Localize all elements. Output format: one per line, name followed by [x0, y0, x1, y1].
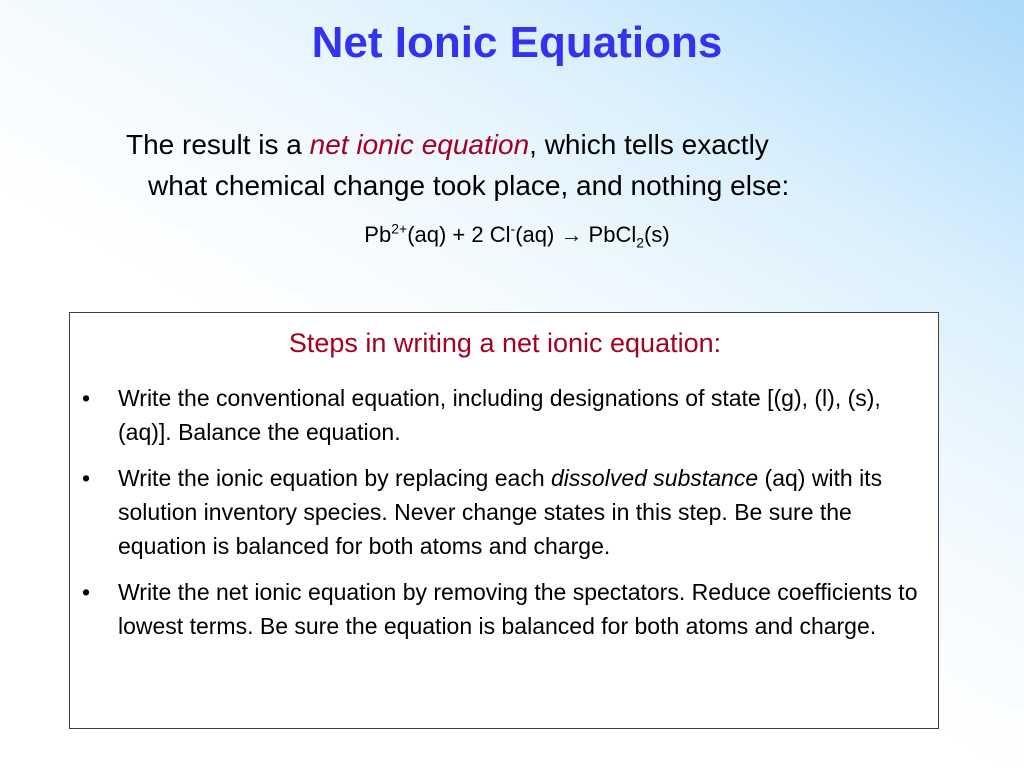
bullet-icon: •	[82, 385, 91, 411]
intro-text-end: , which tells exactly	[529, 129, 769, 160]
equation-chloride-charge: -	[510, 220, 516, 237]
step-1-text: Write the conventional equation, including designations of state [(g), (l), (s), (aq)]. Balance the equation.	[118, 385, 881, 445]
intro-emphasis: net ionic equation	[309, 129, 530, 160]
step-item-1	[70, 381, 920, 449]
intro-line-2: what chemical change took place, and nothing else:	[148, 170, 790, 201]
equation-lead-charge: 2+	[391, 220, 408, 237]
steps-heading: Steps in writing a net ionic equation:	[288, 328, 722, 358]
bullet-icon: •	[82, 579, 91, 605]
equation-chloride-state: (aq)	[515, 222, 561, 247]
equation-product: PbCl	[582, 222, 637, 247]
equation-product-state: (s)	[644, 222, 670, 247]
step-item-3	[70, 575, 920, 643]
intro-paragraph	[126, 124, 946, 206]
step-item-2	[70, 461, 920, 563]
step-2-emphasis: dissolved substance	[551, 465, 759, 491]
step-2-text-before: Write the ionic equation by replacing each	[118, 465, 552, 491]
intro-text-start: The result is a	[126, 129, 310, 160]
bullet-icon: •	[82, 465, 91, 491]
steps-list	[70, 381, 920, 655]
step-3-text: Write the net ionic equation by removing the spectators. Reduce coefficients to lowest terms. Be sure the equation is balanced for both atoms and charge.	[118, 579, 918, 639]
steps-box	[69, 312, 939, 729]
slide-title: Net Ionic Equations	[311, 18, 723, 67]
chemical-equation	[0, 220, 1024, 251]
equation-lead: Pb	[364, 222, 392, 247]
equation-product-subscript: 2	[636, 234, 645, 251]
equation-reactants: (aq) + 2 Cl	[407, 222, 511, 247]
step-2-text-after: (aq) with its solution inventory species. Never change states in this step. Be sure the equation is balanced for both atoms and charge.	[118, 465, 883, 559]
reaction-arrow-icon: →	[560, 222, 583, 247]
